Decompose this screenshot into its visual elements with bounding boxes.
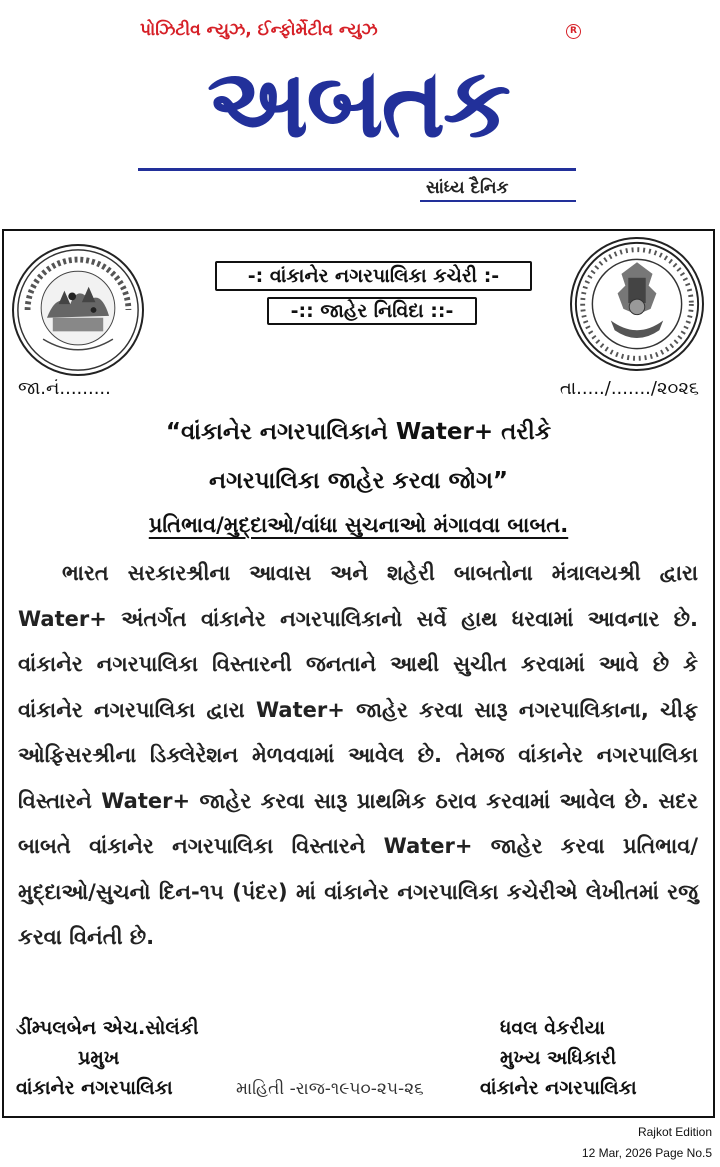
- notice-body: ભારત સરકારશ્રીના આવાસ અને શહેરી બાબતોના મંત્રાલયશ્રી દ્વારા Water+ અંતર્ગત વાંકાનેર નગરપાલિકાનો સર્વે હાથ ધરવામાં આવનાર છે. વાંકાનેર નગરપાલિકા વિસ્તારની જનતાને આથી સુચીત કરવામાં આવે છે કે વાંકાનેર નગરપાલિકા દ્વારા Water+ જાહેર કરવા સારૂ નગરપાલિકાના, ચીફ ઓફિસરશ્રીના ડિક્લેરેશન મેળવવામાં આવેલ છે. તેમજ વાંકાનેર નગરપાલિકા વિસ્તારને Water+ જાહેર કરવા સારૂ પ્રાથમિક ઠરાવ કરવામાં આવેલ છે. સદર બાબતે વાંકાનેર નગરપાલિકા વિસ્તારને Water+ જાહેર કરવા પ્રતિભાવ/ મુદ્દાઓ/સુચનો દિન-૧૫ (પંદર) માં વાંકાનેર નગરપાલિકા કચેરીએ લેખીતમાં રજુ કરવા વિનંતી છે.: [18, 561, 698, 949]
- reference-number: જા.નં.........: [18, 378, 111, 399]
- office-title: -: વાંકાનેર નગરપાલિકા કચેરી :-: [215, 261, 532, 291]
- registered-mark: R: [566, 24, 581, 39]
- notice-type: -:: જાહેર નિવિદા ::-: [267, 297, 477, 325]
- notice-subject: [4, 513, 713, 538]
- edition-footer: [582, 1122, 712, 1164]
- public-notice: [2, 229, 715, 1118]
- signatory-president-office: વાંકાનેર નગરપાલિકા: [16, 1077, 173, 1099]
- notice-headline-line2: નગરપાલિકા જાહેર કરવા જોગ”: [208, 468, 509, 494]
- notice-date: તા...../......./૨૦૨૬: [559, 378, 699, 399]
- signatory-president: [16, 1013, 256, 1103]
- signatory-chief-officer: [472, 1013, 712, 1103]
- brand-logo: [138, 44, 578, 162]
- gujarat-urban-development-emblem-icon: [12, 244, 144, 376]
- notice-subject-text: પ્રતિભાવ/મુદ્દાઓ/વાંધા સુચનાઓ મંગાવવા બાબત.: [148, 513, 569, 537]
- signatory-chief-officer-name: ધવલ વેકરીયા: [500, 1017, 605, 1039]
- masthead: [0, 0, 720, 228]
- signatory-chief-officer-title: મુખ્ય અધિકારી: [500, 1047, 617, 1069]
- brand-name: અબતક: [207, 47, 509, 159]
- signatory-president-name: ડીંમ્પલબેન એચ.સોલંકી: [16, 1017, 199, 1039]
- edition-type: સાંધ્ય દૈનિક: [426, 178, 509, 198]
- notice-headline-line1: “વાંકાનેર નગરપાલિકાને Water+ તરીકે: [165, 419, 552, 445]
- masthead-tagline: પોઝિટીવ ન્યુઝ, ઈન્ફોર્મેટીવ ન્યુઝ: [140, 20, 378, 40]
- brand-rule: [138, 168, 576, 171]
- edition-date-page: 12 Mar, 2026 Page No.5: [581, 1146, 712, 1160]
- wankaner-municipality-seal-icon: [570, 237, 704, 371]
- signatory-chief-officer-office: વાંકાનેર નગરપાલિકા: [480, 1077, 637, 1099]
- information-code: માહિતી -રાજ-૧૯૫૦-૨૫-૨૬: [236, 1079, 424, 1099]
- edition-underline: [420, 200, 576, 202]
- edition-name: Rajkot Edition: [637, 1125, 712, 1139]
- signatory-president-title: પ્રમુખ: [78, 1047, 120, 1069]
